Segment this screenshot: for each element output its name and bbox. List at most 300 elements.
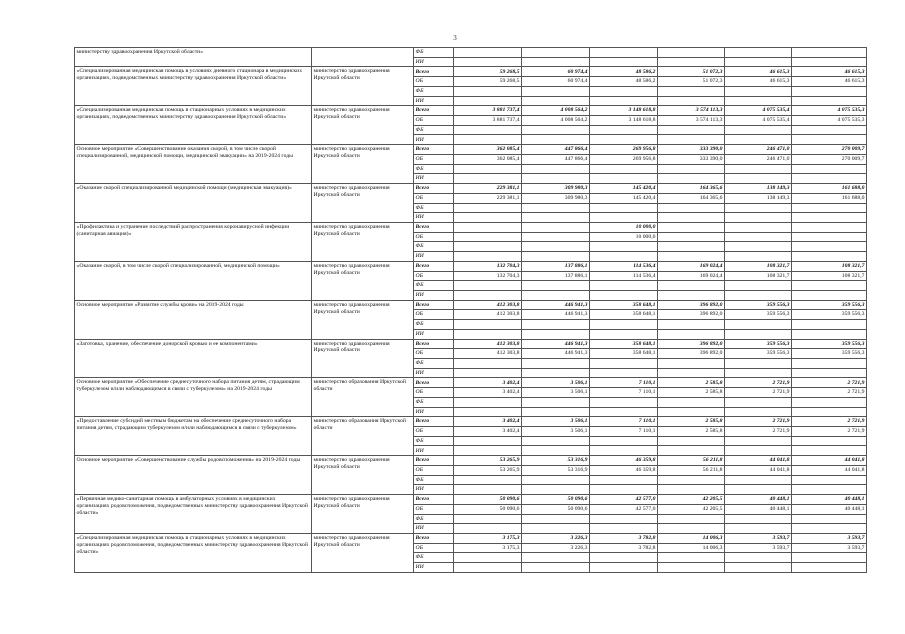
amount-cell: 3 402,4 bbox=[454, 378, 522, 388]
amount-cell bbox=[658, 96, 725, 106]
amount-cell bbox=[522, 553, 590, 563]
amount-cell: 59 268,5 bbox=[454, 67, 522, 77]
amount-cell bbox=[725, 446, 792, 456]
amount-cell bbox=[590, 320, 658, 330]
funding-source-cell: ОБ bbox=[414, 388, 454, 398]
amount-cell bbox=[658, 407, 725, 417]
activity-name-cell: «Первичная медико-санитарная помощь в амбулаторных условиях в медицинских организациях родовспоможения, подведомственных министерству здравоохранения Иркутской области» bbox=[75, 495, 312, 534]
amount-cell: 7 110,1 bbox=[590, 427, 658, 437]
amount-cell bbox=[792, 397, 867, 407]
amount-cell: 3 506,1 bbox=[522, 417, 590, 427]
amount-cell: 114 536,4 bbox=[590, 261, 658, 271]
table-row bbox=[75, 48, 867, 58]
funding-source-cell: ОБ bbox=[414, 77, 454, 87]
funding-source-cell: ОБ bbox=[414, 232, 454, 242]
amount-cell: 42 577,0 bbox=[590, 504, 658, 514]
budget-table-body bbox=[75, 48, 867, 573]
funding-source-cell: ИИ bbox=[414, 174, 454, 184]
table-row bbox=[75, 417, 867, 427]
responsible-org-cell bbox=[312, 48, 414, 67]
funding-source-cell: ФБ bbox=[414, 48, 454, 58]
amount-cell bbox=[522, 252, 590, 262]
funding-source-cell: Всего bbox=[414, 456, 454, 466]
amount-cell: 3 782,8 bbox=[590, 533, 658, 543]
funding-source-cell: ФБ bbox=[414, 125, 454, 135]
funding-source-cell: Всего bbox=[414, 184, 454, 194]
amount-cell bbox=[590, 397, 658, 407]
funding-source-cell: Всего bbox=[414, 145, 454, 155]
funding-source-cell: ФБ bbox=[414, 514, 454, 524]
amount-cell bbox=[725, 514, 792, 524]
amount-cell: 48 586,2 bbox=[590, 67, 658, 77]
amount-cell: 362 085,4 bbox=[454, 145, 522, 155]
amount-cell bbox=[792, 125, 867, 135]
amount-cell: 108 321,7 bbox=[725, 271, 792, 281]
responsible-org-cell: министерство здравоохранения Иркутской области bbox=[312, 495, 414, 534]
funding-source-cell: ИИ bbox=[414, 252, 454, 262]
amount-cell bbox=[658, 475, 725, 485]
amount-cell: 333 390,0 bbox=[658, 154, 725, 164]
amount-cell: 132 704,3 bbox=[454, 261, 522, 271]
amount-cell: 2 721,9 bbox=[725, 417, 792, 427]
amount-cell: 3 574 113,3 bbox=[658, 106, 725, 116]
amount-cell bbox=[658, 446, 725, 456]
amount-cell bbox=[725, 252, 792, 262]
amount-cell bbox=[725, 475, 792, 485]
funding-source-cell: Всего bbox=[414, 417, 454, 427]
amount-cell: 3 175,3 bbox=[454, 543, 522, 553]
amount-cell: 56 211,8 bbox=[658, 465, 725, 475]
amount-cell: 3 506,1 bbox=[522, 427, 590, 437]
amount-cell: 3 593,7 bbox=[725, 543, 792, 553]
amount-cell bbox=[792, 359, 867, 369]
amount-cell bbox=[658, 164, 725, 174]
amount-cell bbox=[658, 174, 725, 184]
amount-cell: 51 072,3 bbox=[658, 77, 725, 87]
activity-name-cell: Основное мероприятие «Совершенствование оказания скорой, в том числе скорой специализированной, медицинской помощи, медицинской эвакуации» на 2019-2024 годы bbox=[75, 145, 312, 184]
amount-cell: 359 556,3 bbox=[792, 310, 867, 320]
amount-cell: 269 956,8 bbox=[590, 145, 658, 155]
table-row bbox=[75, 495, 867, 505]
amount-cell: 2 585,8 bbox=[658, 427, 725, 437]
amount-cell bbox=[522, 329, 590, 339]
amount-cell bbox=[658, 436, 725, 446]
amount-cell bbox=[454, 232, 522, 242]
amount-cell: 108 321,7 bbox=[792, 261, 867, 271]
amount-cell bbox=[658, 359, 725, 369]
amount-cell bbox=[725, 359, 792, 369]
amount-cell bbox=[454, 222, 522, 232]
activity-name-cell: Основное мероприятие «Обеспечение среднесуточного набора питания детям, страдающим туберкулезом и/или наблюдающимся в связи с туберкулезом» на 2019-2024 годы bbox=[75, 378, 312, 417]
amount-cell: 14 006,3 bbox=[658, 543, 725, 553]
amount-cell bbox=[658, 213, 725, 223]
amount-cell bbox=[454, 446, 522, 456]
amount-cell bbox=[725, 125, 792, 135]
amount-cell: 396 892,0 bbox=[658, 349, 725, 359]
funding-source-cell: Всего bbox=[414, 378, 454, 388]
amount-cell bbox=[590, 213, 658, 223]
amount-cell bbox=[725, 86, 792, 96]
amount-cell: 50 090,6 bbox=[522, 495, 590, 505]
amount-cell: 446 941,3 bbox=[522, 339, 590, 349]
table-row bbox=[75, 300, 867, 310]
table-row bbox=[75, 339, 867, 349]
funding-source-cell: ИИ bbox=[414, 290, 454, 300]
amount-cell bbox=[522, 368, 590, 378]
funding-source-cell: Всего bbox=[414, 67, 454, 77]
funding-source-cell: Всего bbox=[414, 106, 454, 116]
amount-cell bbox=[658, 514, 725, 524]
amount-cell: 358 648,1 bbox=[590, 339, 658, 349]
amount-cell bbox=[590, 368, 658, 378]
amount-cell: 447 866,4 bbox=[522, 154, 590, 164]
amount-cell: 53 265,9 bbox=[454, 456, 522, 466]
funding-source-cell: ФБ bbox=[414, 553, 454, 563]
amount-cell bbox=[658, 86, 725, 96]
amount-cell bbox=[522, 407, 590, 417]
amount-cell: 137 886,1 bbox=[522, 261, 590, 271]
amount-cell bbox=[792, 96, 867, 106]
amount-cell bbox=[590, 553, 658, 563]
amount-cell bbox=[454, 57, 522, 67]
amount-cell bbox=[792, 475, 867, 485]
amount-cell: 358 648,1 bbox=[590, 349, 658, 359]
amount-cell: 42 577,0 bbox=[590, 495, 658, 505]
amount-cell bbox=[454, 86, 522, 96]
amount-cell: 359 556,3 bbox=[725, 349, 792, 359]
amount-cell: 42 205,5 bbox=[658, 495, 725, 505]
amount-cell bbox=[454, 553, 522, 563]
amount-cell: 46 615,3 bbox=[792, 67, 867, 77]
amount-cell: 3 226,3 bbox=[522, 533, 590, 543]
responsible-org-cell: министерство здравоохранения Иркутской области bbox=[312, 339, 414, 378]
amount-cell: 2 721,9 bbox=[725, 378, 792, 388]
responsible-org-cell: министерство здравоохранения Иркутской области bbox=[312, 261, 414, 300]
amount-cell: 44 041,8 bbox=[725, 465, 792, 475]
amount-cell: 396 892,0 bbox=[658, 300, 725, 310]
table-row bbox=[75, 106, 867, 116]
amount-cell bbox=[658, 252, 725, 262]
amount-cell: 50 090,6 bbox=[454, 495, 522, 505]
amount-cell: 412 303,8 bbox=[454, 339, 522, 349]
amount-cell: 333 390,0 bbox=[658, 145, 725, 155]
amount-cell: 10 000,0 bbox=[590, 232, 658, 242]
amount-cell bbox=[725, 164, 792, 174]
amount-cell bbox=[522, 397, 590, 407]
amount-cell bbox=[792, 514, 867, 524]
amount-cell bbox=[725, 553, 792, 563]
amount-cell bbox=[792, 553, 867, 563]
amount-cell: 3 881 737,4 bbox=[454, 116, 522, 126]
amount-cell: 229 381,1 bbox=[454, 184, 522, 194]
amount-cell: 40 448,1 bbox=[725, 504, 792, 514]
amount-cell: 50 090,6 bbox=[454, 504, 522, 514]
funding-source-cell: ОБ bbox=[414, 271, 454, 281]
amount-cell bbox=[590, 135, 658, 145]
activity-name-cell: «Специализированная медицинская помощь в условиях дневного стационара в медицинских организациях, подведомственных министерству здравоохранения Иркутской области» bbox=[75, 67, 312, 106]
page-number: 3 bbox=[453, 34, 457, 42]
amount-cell bbox=[658, 368, 725, 378]
funding-source-cell: ИИ bbox=[414, 524, 454, 534]
amount-cell: 3 506,1 bbox=[522, 378, 590, 388]
amount-cell: 4 075 535,3 bbox=[792, 116, 867, 126]
amount-cell: 3 506,1 bbox=[522, 388, 590, 398]
amount-cell bbox=[454, 359, 522, 369]
amount-cell bbox=[792, 232, 867, 242]
amount-cell: 4 075 535,3 bbox=[792, 106, 867, 116]
amount-cell bbox=[454, 397, 522, 407]
amount-cell bbox=[590, 48, 658, 58]
amount-cell bbox=[454, 320, 522, 330]
amount-cell bbox=[658, 242, 725, 252]
amount-cell bbox=[725, 329, 792, 339]
amount-cell bbox=[792, 252, 867, 262]
amount-cell bbox=[590, 164, 658, 174]
amount-cell: 4 008 564,2 bbox=[522, 116, 590, 126]
amount-cell bbox=[454, 563, 522, 573]
amount-cell bbox=[792, 368, 867, 378]
amount-cell bbox=[522, 222, 590, 232]
amount-cell bbox=[792, 222, 867, 232]
amount-cell: 412 303,8 bbox=[454, 300, 522, 310]
amount-cell bbox=[590, 436, 658, 446]
funding-source-cell: ОБ bbox=[414, 349, 454, 359]
amount-cell: 446 941,3 bbox=[522, 300, 590, 310]
funding-source-cell: ФБ bbox=[414, 242, 454, 252]
amount-cell: 169 024,4 bbox=[658, 271, 725, 281]
table-row bbox=[75, 184, 867, 194]
responsible-org-cell: министерство образования Иркутской области bbox=[312, 417, 414, 456]
amount-cell: 2 721,9 bbox=[725, 427, 792, 437]
amount-cell bbox=[658, 203, 725, 213]
amount-cell bbox=[522, 232, 590, 242]
amount-cell: 2 721,9 bbox=[792, 378, 867, 388]
amount-cell bbox=[522, 213, 590, 223]
amount-cell: 3 402,4 bbox=[454, 417, 522, 427]
amount-cell bbox=[658, 563, 725, 573]
amount-cell bbox=[590, 57, 658, 67]
funding-source-cell: ОБ bbox=[414, 154, 454, 164]
amount-cell bbox=[792, 164, 867, 174]
funding-source-cell: ИИ bbox=[414, 563, 454, 573]
amount-cell: 358 648,1 bbox=[590, 310, 658, 320]
amount-cell: 108 321,7 bbox=[792, 271, 867, 281]
amount-cell: 53 316,9 bbox=[522, 456, 590, 466]
amount-cell: 3 593,7 bbox=[725, 533, 792, 543]
responsible-org-cell: министерство образования Иркутской области bbox=[312, 378, 414, 417]
amount-cell: 169 024,4 bbox=[658, 261, 725, 271]
amount-cell bbox=[792, 563, 867, 573]
amount-cell bbox=[590, 125, 658, 135]
amount-cell: 2 721,9 bbox=[792, 427, 867, 437]
amount-cell bbox=[725, 407, 792, 417]
amount-cell: 60 974,4 bbox=[522, 77, 590, 87]
activity-name-cell: «Специализированная медицинская помощь в стационарных условиях в медицинских организациях, подведомственных министерству здравоохранения Иркутской области» bbox=[75, 106, 312, 145]
amount-cell bbox=[725, 436, 792, 446]
amount-cell bbox=[454, 48, 522, 58]
amount-cell bbox=[454, 125, 522, 135]
amount-cell bbox=[792, 290, 867, 300]
funding-source-cell: ФБ bbox=[414, 86, 454, 96]
amount-cell bbox=[522, 436, 590, 446]
amount-cell bbox=[454, 164, 522, 174]
funding-source-cell: ФБ bbox=[414, 320, 454, 330]
amount-cell: 309 980,3 bbox=[522, 193, 590, 203]
amount-cell bbox=[454, 407, 522, 417]
amount-cell bbox=[454, 368, 522, 378]
amount-cell: 4 008 564,2 bbox=[522, 106, 590, 116]
amount-cell bbox=[725, 281, 792, 291]
amount-cell bbox=[590, 174, 658, 184]
amount-cell bbox=[454, 174, 522, 184]
amount-cell: 2 585,8 bbox=[658, 417, 725, 427]
amount-cell: 7 110,1 bbox=[590, 378, 658, 388]
amount-cell bbox=[725, 232, 792, 242]
amount-cell bbox=[590, 242, 658, 252]
amount-cell: 164 365,6 bbox=[658, 193, 725, 203]
amount-cell: 14 006,3 bbox=[658, 533, 725, 543]
funding-source-cell: ИИ bbox=[414, 135, 454, 145]
amount-cell bbox=[658, 57, 725, 67]
amount-cell: 2 721,9 bbox=[725, 388, 792, 398]
table-row bbox=[75, 67, 867, 77]
amount-cell: 59 268,5 bbox=[454, 77, 522, 87]
amount-cell bbox=[725, 290, 792, 300]
amount-cell bbox=[792, 281, 867, 291]
amount-cell bbox=[522, 48, 590, 58]
amount-cell: 359 556,3 bbox=[792, 339, 867, 349]
amount-cell: 447 866,4 bbox=[522, 145, 590, 155]
amount-cell bbox=[725, 397, 792, 407]
amount-cell: 53 265,9 bbox=[454, 465, 522, 475]
amount-cell bbox=[658, 320, 725, 330]
amount-cell bbox=[792, 57, 867, 67]
amount-cell bbox=[454, 436, 522, 446]
funding-source-cell: Всего bbox=[414, 222, 454, 232]
funding-source-cell: ФБ bbox=[414, 475, 454, 485]
amount-cell bbox=[590, 524, 658, 534]
amount-cell bbox=[454, 203, 522, 213]
amount-cell: 40 448,1 bbox=[792, 504, 867, 514]
funding-source-cell: ОБ bbox=[414, 310, 454, 320]
amount-cell: 3 593,7 bbox=[792, 533, 867, 543]
amount-cell bbox=[522, 446, 590, 456]
amount-cell: 3 593,7 bbox=[792, 543, 867, 553]
amount-cell bbox=[590, 359, 658, 369]
activity-name-cell: министерству здравоохранения Иркутской области» bbox=[75, 48, 312, 67]
funding-source-cell: ИИ bbox=[414, 446, 454, 456]
amount-cell: 270 009,7 bbox=[792, 154, 867, 164]
amount-cell bbox=[792, 485, 867, 495]
amount-cell: 3 175,3 bbox=[454, 533, 522, 543]
amount-cell bbox=[725, 368, 792, 378]
activity-name-cell: «Оказание скорой, в том числе скорой специализированной, медицинской помощи» bbox=[75, 261, 312, 300]
amount-cell bbox=[658, 524, 725, 534]
funding-source-cell: ИИ bbox=[414, 485, 454, 495]
funding-source-cell: ИИ bbox=[414, 368, 454, 378]
amount-cell: 60 974,4 bbox=[522, 67, 590, 77]
amount-cell bbox=[522, 359, 590, 369]
amount-cell: 46 359,8 bbox=[590, 456, 658, 466]
amount-cell bbox=[792, 174, 867, 184]
amount-cell: 46 615,3 bbox=[725, 67, 792, 77]
amount-cell bbox=[522, 242, 590, 252]
amount-cell bbox=[590, 252, 658, 262]
amount-cell: 446 941,3 bbox=[522, 349, 590, 359]
amount-cell bbox=[522, 174, 590, 184]
amount-cell bbox=[658, 125, 725, 135]
amount-cell bbox=[454, 475, 522, 485]
funding-source-cell: ИИ bbox=[414, 213, 454, 223]
amount-cell bbox=[792, 135, 867, 145]
amount-cell bbox=[590, 446, 658, 456]
amount-cell bbox=[590, 485, 658, 495]
amount-cell: 4 075 535,4 bbox=[725, 116, 792, 126]
amount-cell bbox=[522, 57, 590, 67]
amount-cell: 145 420,4 bbox=[590, 193, 658, 203]
amount-cell: 48 586,2 bbox=[590, 77, 658, 87]
amount-cell: 309 980,3 bbox=[522, 184, 590, 194]
amount-cell: 269 956,8 bbox=[590, 154, 658, 164]
funding-source-cell: ИИ bbox=[414, 57, 454, 67]
amount-cell bbox=[522, 164, 590, 174]
funding-source-cell: ИИ bbox=[414, 407, 454, 417]
amount-cell bbox=[725, 96, 792, 106]
amount-cell: 3 402,4 bbox=[454, 427, 522, 437]
activity-name-cell: «Оказание скорой специализированной медицинской помощи (медицинская эвакуация)» bbox=[75, 184, 312, 223]
amount-cell: 161 688,0 bbox=[792, 193, 867, 203]
amount-cell: 132 704,3 bbox=[454, 271, 522, 281]
amount-cell bbox=[522, 86, 590, 96]
amount-cell bbox=[725, 563, 792, 573]
funding-source-cell: ОБ bbox=[414, 543, 454, 553]
amount-cell: 412 303,8 bbox=[454, 349, 522, 359]
activity-name-cell: «Специализированная медицинская помощь в стационарных условиях в медицинских организациях родовспоможения, подведомственных министерству здравоохранения Иркутской области» bbox=[75, 533, 312, 572]
amount-cell bbox=[725, 48, 792, 58]
amount-cell: 46 359,8 bbox=[590, 465, 658, 475]
amount-cell bbox=[522, 320, 590, 330]
activity-name-cell: Основное мероприятие «Развитие службы крови» на 2019-2024 годы bbox=[75, 300, 312, 339]
amount-cell bbox=[725, 524, 792, 534]
amount-cell bbox=[454, 281, 522, 291]
amount-cell: 4 075 535,4 bbox=[725, 106, 792, 116]
responsible-org-cell: министерство здравоохранения Иркутской области bbox=[312, 300, 414, 339]
activity-name-cell: «Профилактика и устранение последствий распространения коронавирусной инфекции (санитарная авиация)» bbox=[75, 222, 312, 261]
funding-source-cell: Всего bbox=[414, 261, 454, 271]
table-row bbox=[75, 378, 867, 388]
funding-source-cell: ОБ bbox=[414, 465, 454, 475]
funding-source-cell: ФБ bbox=[414, 281, 454, 291]
amount-cell bbox=[792, 329, 867, 339]
amount-cell bbox=[792, 48, 867, 58]
amount-cell bbox=[590, 281, 658, 291]
responsible-org-cell: министерство здравоохранения Иркутской области bbox=[312, 184, 414, 223]
funding-source-cell: Всего bbox=[414, 339, 454, 349]
amount-cell: 145 420,4 bbox=[590, 184, 658, 194]
amount-cell: 396 892,0 bbox=[658, 339, 725, 349]
funding-source-cell: Всего bbox=[414, 300, 454, 310]
amount-cell: 7 110,1 bbox=[590, 417, 658, 427]
amount-cell bbox=[725, 213, 792, 223]
amount-cell bbox=[454, 524, 522, 534]
funding-source-cell: Всего bbox=[414, 533, 454, 543]
amount-cell bbox=[725, 242, 792, 252]
funding-source-cell: ФБ bbox=[414, 436, 454, 446]
amount-cell: 3 148 618,8 bbox=[590, 106, 658, 116]
table-row bbox=[75, 222, 867, 232]
table-row bbox=[75, 456, 867, 466]
amount-cell bbox=[725, 320, 792, 330]
